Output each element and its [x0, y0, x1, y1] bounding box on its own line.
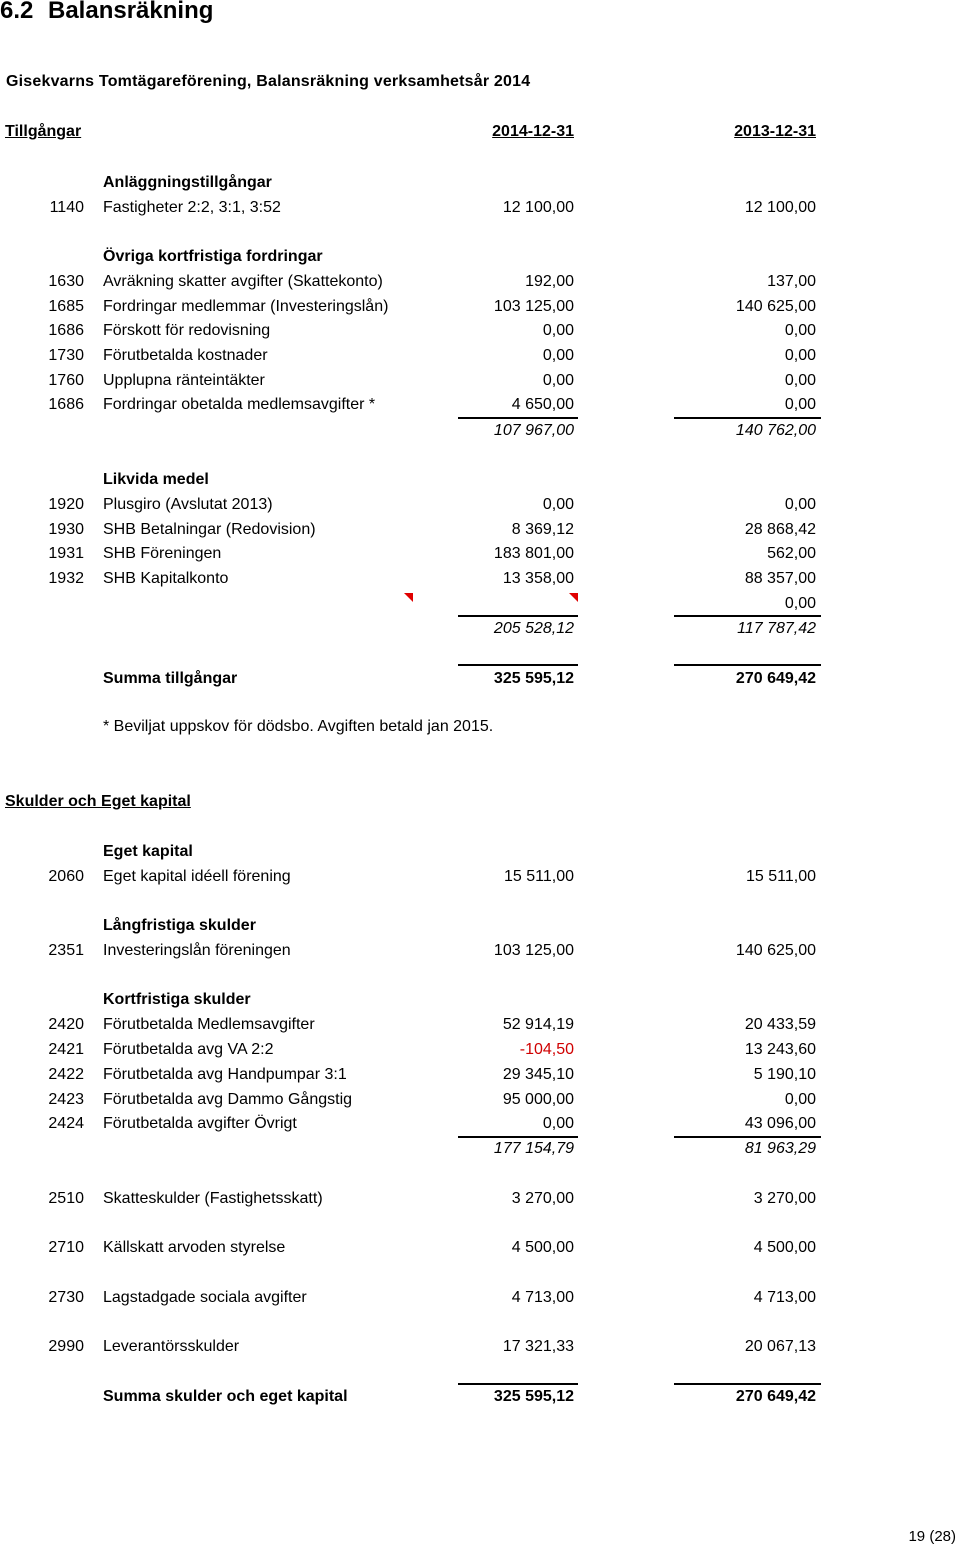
account-number: 1920: [48, 496, 84, 513]
value-2014: 52 914,19: [502, 1016, 574, 1033]
account-description: Skatteskulder (Fastighetsskatt): [103, 1190, 323, 1207]
divider-line: [458, 664, 578, 666]
table-row: [0, 521, 960, 543]
divider-line: [458, 417, 578, 419]
table-row: [0, 545, 960, 567]
subtotal-2013: 117 787,42: [737, 620, 816, 637]
group-label-shortterm: Kortfristiga skulder: [103, 991, 251, 1008]
table-row: [0, 322, 960, 344]
assets-title: Tillgångar: [5, 123, 82, 140]
account-number: 2990: [48, 1338, 84, 1355]
account-description: Eget kapital idéell förening: [103, 868, 291, 885]
subtotal-2013: 81 963,29: [744, 1140, 816, 1157]
value-2013: 0,00: [784, 1091, 816, 1108]
subtotal-2014: 205 528,12: [493, 620, 574, 637]
account-number: 1931: [48, 545, 84, 562]
account-number: 2060: [48, 868, 84, 885]
table-row: [0, 1190, 960, 1212]
table-row: [0, 1016, 960, 1038]
table-row: [0, 868, 960, 890]
table-row: [0, 1091, 960, 1113]
account-number: 2510: [48, 1190, 84, 1207]
value-2013: 15 511,00: [746, 868, 816, 885]
value-2014: 29 345,10: [502, 1066, 574, 1083]
value-2014: 0,00: [542, 322, 574, 339]
value-2013: 0,00: [784, 322, 816, 339]
account-number: 1140: [49, 199, 84, 216]
account-number: 1630: [48, 273, 84, 290]
value-2014: 8 369,12: [511, 521, 574, 538]
account-description: Förutbetalda Medlemsavgifter: [103, 1016, 315, 1033]
account-number: 1932: [48, 570, 84, 587]
subtotal-2014: 107 967,00: [493, 422, 574, 439]
table-row: [0, 496, 960, 518]
account-description: Lagstadgade sociala avgifter: [103, 1289, 307, 1306]
value-2013: 20 067,13: [744, 1338, 816, 1355]
divider-line: [674, 664, 821, 666]
total-2013: 270 649,42: [735, 1388, 816, 1405]
total-2013: 270 649,42: [735, 670, 816, 687]
account-description: Förutbetalda kostnader: [103, 347, 268, 364]
liabilities-title: Skulder och Eget kapital: [5, 793, 191, 810]
total-2014: 325 595,12: [493, 1388, 574, 1405]
account-description: Förutbetalda avg Dammo Gångstig: [103, 1091, 353, 1108]
account-number: 2422: [48, 1066, 84, 1083]
section-heading: [0, 0, 213, 25]
account-number: 2710: [48, 1239, 84, 1256]
value-2014: 0,00: [542, 496, 574, 513]
account-number: 2351: [48, 942, 84, 959]
table-row: [0, 199, 960, 221]
subtotal-row: [0, 422, 960, 444]
table-row: [0, 1115, 960, 1137]
account-number: 1760: [48, 372, 84, 389]
table-row: [0, 273, 960, 295]
account-description: Förutbetalda avgifter Övrigt: [103, 1115, 297, 1132]
value-2013: 88 357,00: [744, 570, 816, 587]
divider-line: [674, 1383, 821, 1385]
account-description: SHB Föreningen: [103, 545, 222, 562]
account-description: Upplupna ränteintäkter: [103, 372, 265, 389]
table-row: [0, 1338, 960, 1360]
account-description: Förutbetalda avg VA 2:2: [103, 1041, 274, 1058]
total-2014: 325 595,12: [493, 670, 574, 687]
value-2014: 17 321,33: [502, 1338, 574, 1355]
table-row: [0, 595, 960, 617]
subtotal-row: [0, 1140, 960, 1162]
value-2014: 183 801,00: [493, 545, 574, 562]
report-subtitle: Gisekvarns Tomtägareförening, Balansräkning verksamhetsår 2014: [6, 73, 531, 90]
value-2014: 12 100,00: [502, 199, 574, 216]
column-header-2013: 2013-12-31: [734, 123, 816, 140]
total-label: Summa tillgångar: [103, 670, 238, 687]
table-row: [0, 298, 960, 320]
value-2013: 4 500,00: [753, 1239, 816, 1256]
group-label-equity: Eget kapital: [103, 843, 193, 860]
value-2013: 20 433,59: [744, 1016, 816, 1033]
account-description: Förskott för redovisning: [103, 322, 271, 339]
group-label-fixed-assets: Anläggningstillgångar: [103, 174, 272, 191]
value-2014: 95 000,00: [502, 1091, 574, 1108]
account-number: 1685: [48, 298, 84, 315]
divider-line: [458, 1383, 578, 1385]
table-row: [0, 1239, 960, 1261]
divider-line: [674, 615, 821, 617]
table-row: [0, 1289, 960, 1311]
account-description: Investeringslån föreningen: [103, 942, 291, 959]
table-row: [0, 347, 960, 369]
account-number: 2423: [48, 1091, 84, 1108]
value-2014: 4 650,00: [511, 396, 574, 413]
group-label-cash: Likvida medel: [103, 471, 209, 488]
value-2013: 562,00: [767, 545, 816, 562]
account-number: 1686: [48, 396, 84, 413]
value-2014: 0,00: [542, 372, 574, 389]
value-2014: 15 511,00: [504, 868, 574, 885]
value-2014: 0,00: [542, 347, 574, 364]
subtotal-row: [0, 620, 960, 642]
value-2013: 0,00: [784, 372, 816, 389]
account-number: 2730: [48, 1289, 84, 1306]
account-number: 2420: [48, 1016, 84, 1033]
value-2013: 137,00: [767, 273, 816, 290]
value-2014: 103 125,00: [493, 298, 574, 315]
table-row: [0, 1066, 960, 1088]
account-description: Leverantörsskulder: [103, 1338, 240, 1355]
value-2013: 13 243,60: [744, 1041, 816, 1058]
value-2013: 140 625,00: [735, 942, 816, 959]
footnote: * Beviljat uppskov för dödsbo. Avgiften betald jan 2015.: [103, 718, 494, 735]
value-2013: 4 713,00: [753, 1289, 816, 1306]
table-row: [0, 570, 960, 592]
total-row: [0, 670, 960, 692]
value-2013: 140 625,00: [735, 298, 816, 315]
account-description: Fordringar obetalda medlemsavgifter *: [103, 396, 376, 413]
value-2014: 4 713,00: [511, 1289, 574, 1306]
account-number: 2424: [48, 1115, 84, 1132]
account-number: 2421: [48, 1041, 84, 1058]
table-row: [0, 1041, 960, 1063]
group-label-longterm: Långfristiga skulder: [103, 917, 256, 934]
table-row: [0, 396, 960, 418]
table-row: [0, 942, 960, 964]
divider-line: [458, 615, 578, 617]
account-description: SHB Kapitalkonto: [103, 570, 229, 587]
account-description: SHB Betalningar (Redovision): [103, 521, 316, 538]
value-2014: 103 125,00: [493, 942, 574, 959]
account-description: Förutbetalda avg Handpumpar 3:1: [103, 1066, 347, 1083]
value-2013: 0,00: [784, 496, 816, 513]
value-2014-negative: -104,50: [519, 1041, 574, 1058]
subtotal-2013: 140 762,00: [735, 422, 816, 439]
group-label-receivables: Övriga kortfristiga fordringar: [103, 248, 323, 265]
table-row: [0, 372, 960, 394]
value-2014: 3 270,00: [511, 1190, 574, 1207]
section-title: Balansräkning: [48, 0, 214, 24]
value-2014: 4 500,00: [511, 1239, 574, 1256]
account-description: Källskatt arvoden styrelse: [103, 1239, 286, 1256]
account-description: Fordringar medlemmar (Investeringslån): [103, 298, 389, 315]
value-2013: 5 190,10: [753, 1066, 816, 1083]
value-2014: 13 358,00: [502, 570, 574, 587]
account-description: Avräkning skatter avgifter (Skattekonto): [103, 273, 383, 290]
column-header-2014: 2014-12-31: [492, 123, 574, 140]
value-2013: 28 868,42: [744, 521, 816, 538]
account-number: 1930: [48, 521, 84, 538]
value-2013: 3 270,00: [753, 1190, 816, 1207]
value-2014: 0,00: [542, 1115, 574, 1132]
value-2013: 12 100,00: [744, 199, 816, 216]
page-number: 19 (28): [908, 1528, 956, 1545]
value-2013: 0,00: [784, 347, 816, 364]
value-2013: 43 096,00: [744, 1115, 816, 1132]
value-2013: 0,00: [784, 595, 816, 612]
total-label: Summa skulder och eget kapital: [103, 1388, 348, 1405]
total-row: [0, 1388, 960, 1410]
account-description: Plusgiro (Avslutat 2013): [103, 496, 273, 513]
value-2013: 0,00: [784, 396, 816, 413]
section-number: 6.2: [0, 0, 34, 24]
subtotal-2014: 177 154,79: [493, 1140, 574, 1157]
divider-line: [674, 417, 821, 419]
account-number: 1730: [48, 347, 84, 364]
value-2014: 192,00: [525, 273, 574, 290]
account-description: Fastigheter 2:2, 3:1, 3:52: [103, 199, 281, 216]
divider-line: [674, 1136, 821, 1138]
divider-line: [458, 1136, 578, 1138]
account-number: 1686: [48, 322, 84, 339]
